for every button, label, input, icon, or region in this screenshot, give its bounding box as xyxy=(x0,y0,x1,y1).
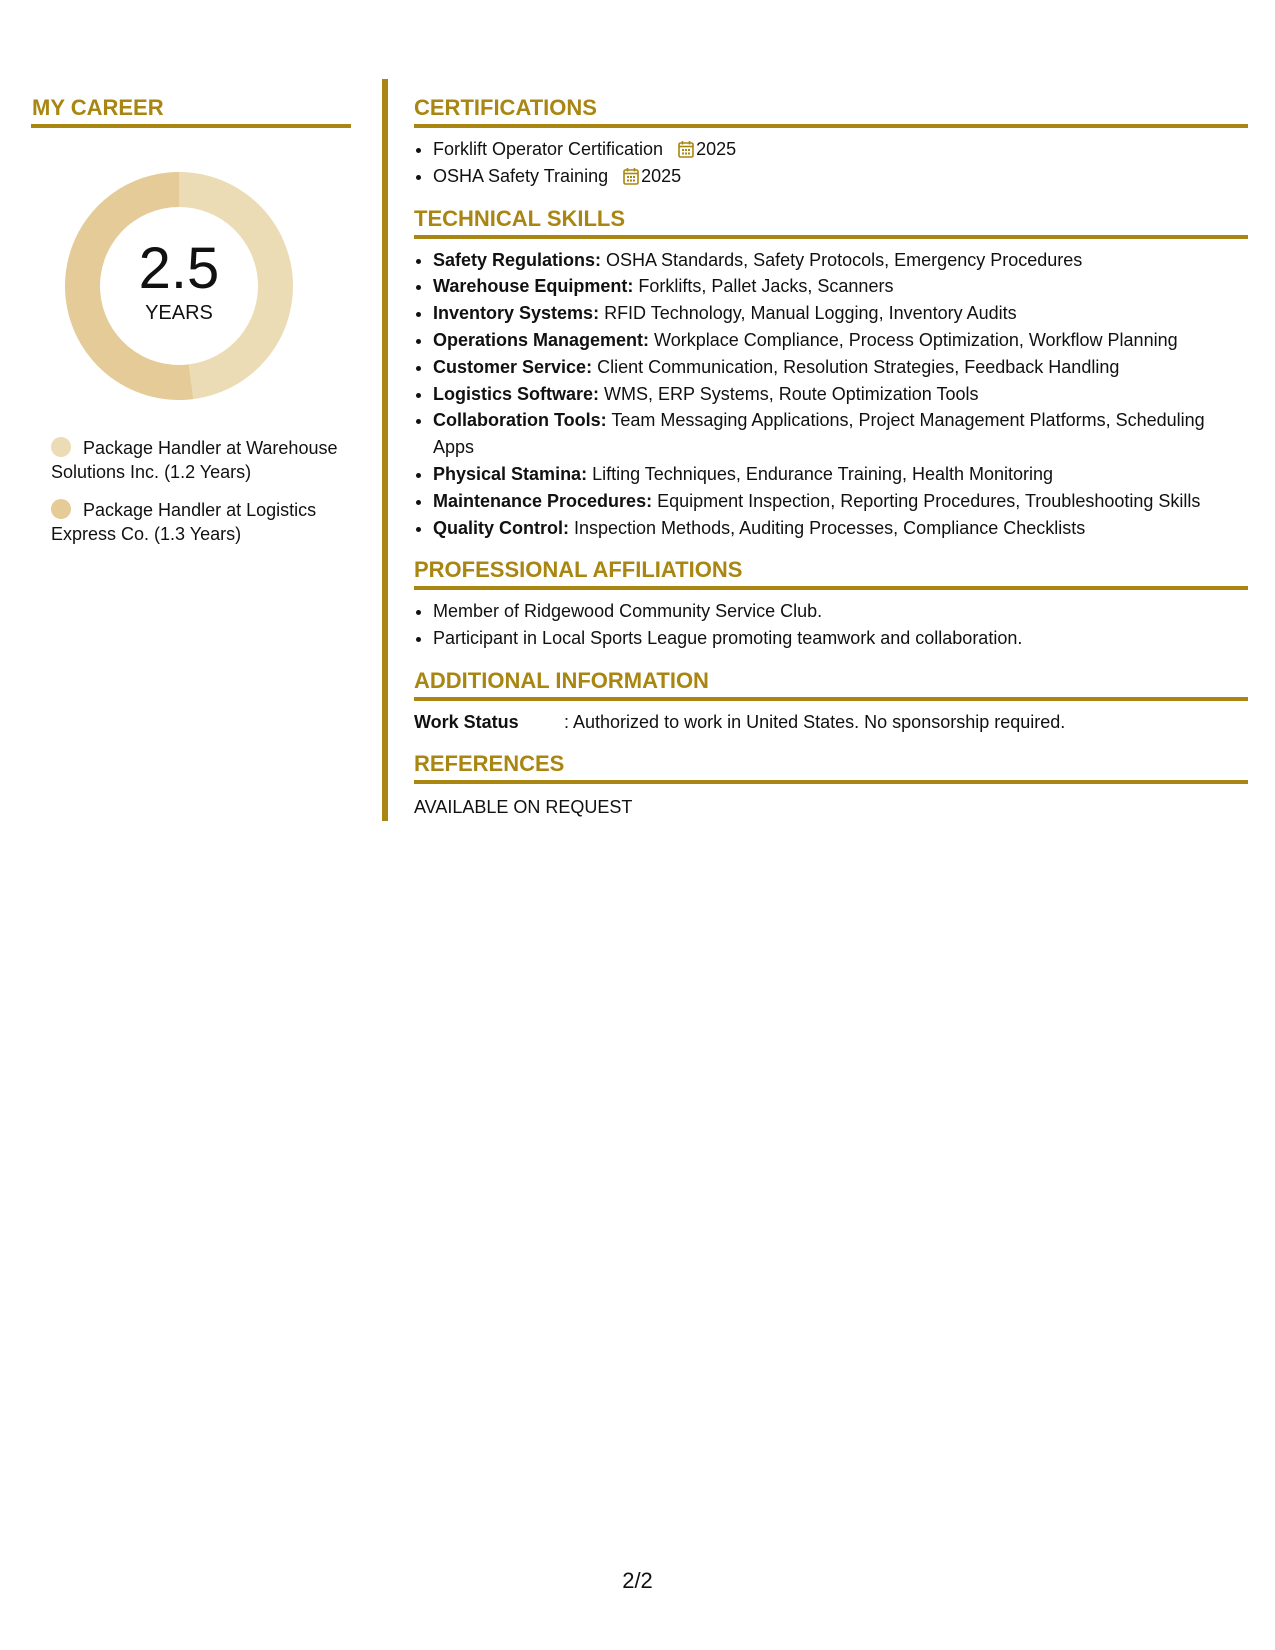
affiliation-item: • Participant in Local Sports League promoting teamwork and collaboration. xyxy=(433,625,1248,652)
certification-year: 2025 xyxy=(696,139,737,159)
skill-item xyxy=(433,247,1248,274)
legend-item xyxy=(51,436,341,484)
references-title: REFERENCES xyxy=(414,751,1248,784)
skill-detail: Inspection Methods, Auditing Processes, Compliance Checklists xyxy=(569,517,1086,538)
skill-item xyxy=(433,488,1248,515)
skill-name: Warehouse Equipment: xyxy=(433,276,634,297)
skill-item xyxy=(433,273,1248,300)
certification-name: Forklift Operator Certification xyxy=(433,139,664,159)
skill-detail: Equipment Inspection, Reporting Procedures, Troubleshooting Skills xyxy=(652,490,1201,511)
career-panel xyxy=(31,95,351,560)
calendar-icon xyxy=(623,167,639,185)
affiliations-list xyxy=(414,598,1248,652)
skill-detail: WMS, ERP Systems, Route Optimization Tools xyxy=(599,383,979,404)
certification-item xyxy=(433,136,1248,163)
certification-year: 2025 xyxy=(641,165,682,186)
skill-detail: Lifting Techniques, Endurance Training, Health Monitoring xyxy=(587,463,1054,484)
work-status-label: Work Status xyxy=(414,711,519,732)
calendar-icon xyxy=(678,140,694,158)
skill-detail: Client Communication, Resolution Strategies, Feedback Handling xyxy=(592,356,1120,377)
total-years-unit: YEARS xyxy=(145,302,213,324)
skill-item xyxy=(433,515,1248,542)
technical-skills-section xyxy=(414,206,1248,542)
legend-item xyxy=(51,498,341,546)
career-title: MY CAREER xyxy=(31,95,351,128)
certifications-list xyxy=(414,136,1248,190)
skill-name: Collaboration Tools: xyxy=(433,410,607,431)
skill-item xyxy=(433,381,1248,408)
total-years-value: 2.5 xyxy=(138,236,220,301)
skill-name: Inventory Systems: xyxy=(433,303,600,324)
career-legend xyxy=(31,436,341,546)
certifications-section xyxy=(414,95,1248,190)
references-section xyxy=(414,751,1248,820)
skill-item xyxy=(433,354,1248,381)
additional-info-section xyxy=(414,668,1248,735)
legend-dot xyxy=(51,437,71,457)
certification-name: OSHA Safety Training xyxy=(433,165,609,186)
legend-label: Package Handler at Warehouse Solutions Inc. (1.2 Years) xyxy=(51,438,338,482)
skill-name: Maintenance Procedures: xyxy=(433,490,653,511)
technical-skills-title: TECHNICAL SKILLS xyxy=(414,206,1248,239)
skill-name: Customer Service: xyxy=(433,356,593,377)
donut-center xyxy=(65,172,293,400)
skill-detail: RFID Technology, Manual Logging, Inventory Audits xyxy=(599,303,1017,324)
affiliation-item: • Member of Ridgewood Community Service Club. xyxy=(433,598,1248,625)
skill-detail: Team Messaging Applications, Project Management Platforms, Scheduling Apps xyxy=(433,410,1205,458)
skill-name: Safety Regulations: xyxy=(433,249,602,270)
certifications-title: CERTIFICATIONS xyxy=(414,95,1248,128)
skill-detail: Workplace Compliance, Process Optimization, Workflow Planning xyxy=(649,329,1178,350)
page-number: 2/2 xyxy=(622,1568,653,1593)
additional-info-title: ADDITIONAL INFORMATION xyxy=(414,668,1248,701)
skill-detail: OSHA Standards, Safety Protocols, Emergency Procedures xyxy=(601,249,1083,270)
column-divider xyxy=(382,79,388,821)
skill-item xyxy=(433,407,1248,461)
skill-name: Logistics Software: xyxy=(433,383,600,404)
work-status-value: : Authorized to work in United States. No sponsorship required. xyxy=(564,711,1066,732)
skill-item xyxy=(433,461,1248,488)
affiliations-section xyxy=(414,557,1248,652)
skill-name: Quality Control: xyxy=(433,517,569,538)
skill-name: Physical Stamina: xyxy=(433,463,588,484)
skill-item xyxy=(433,327,1248,354)
references-text: AVAILABLE ON REQUEST xyxy=(414,796,633,817)
skill-name: Operations Management: xyxy=(433,329,650,350)
legend-label: Package Handler at Logistics Express Co. (1.3 Years) xyxy=(51,500,317,544)
work-status-row xyxy=(414,709,1248,735)
skill-item xyxy=(433,300,1248,327)
affiliations-title: PROFESSIONAL AFFILIATIONS xyxy=(414,557,1248,590)
skill-detail: Forklifts, Pallet Jacks, Scanners xyxy=(633,276,894,297)
career-donut-chart xyxy=(65,172,293,400)
main-content xyxy=(414,95,1248,836)
legend-dot xyxy=(51,499,71,519)
skills-list xyxy=(414,247,1248,542)
certification-item xyxy=(433,163,1248,190)
